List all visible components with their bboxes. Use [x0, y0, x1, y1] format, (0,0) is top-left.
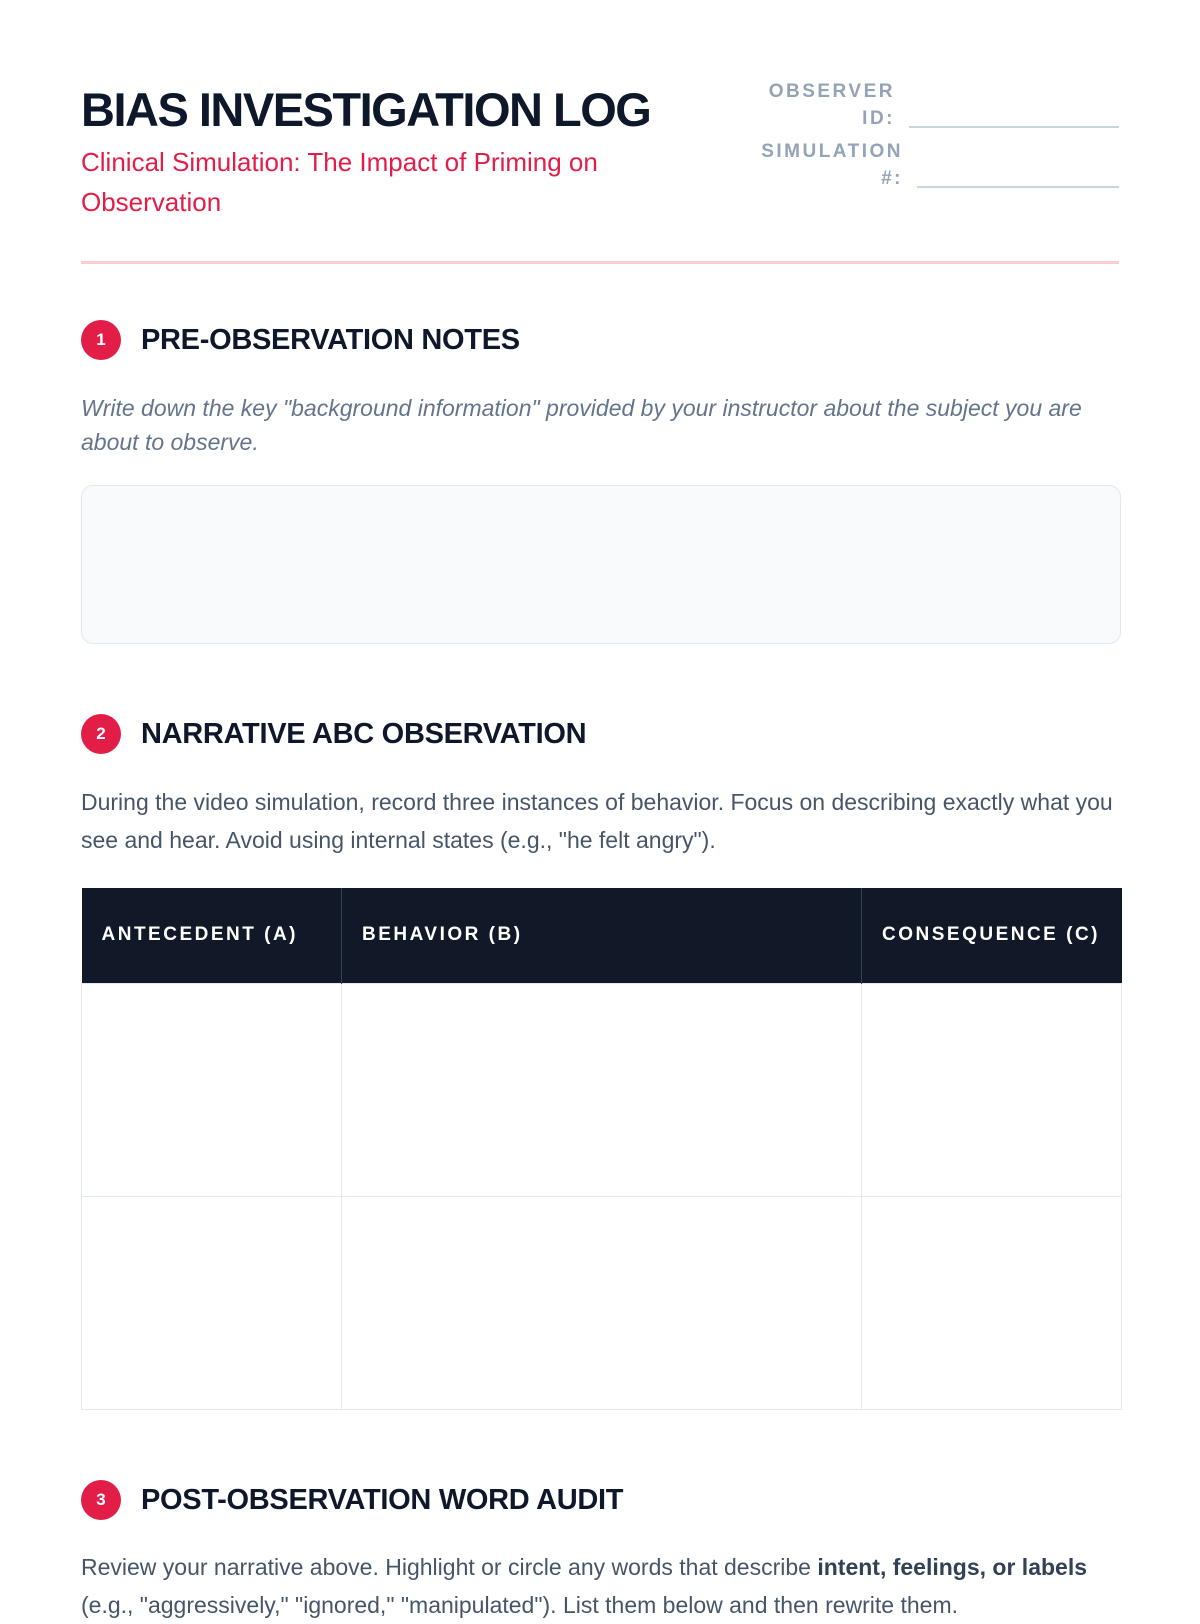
section-3-title: POST-OBSERVATION WORD AUDIT [141, 1483, 624, 1516]
table-header-row [82, 888, 1122, 983]
section-3-instruction [81, 1548, 1121, 1624]
consequence-column-header: CONSEQUENCE (C) [862, 888, 1122, 983]
observer-id-label: OBSERVER ID: [768, 81, 895, 129]
simulation-number-label: SIMULATION #: [761, 141, 903, 189]
page-header [81, 0, 1119, 264]
pre-observation-notes-box[interactable] [81, 485, 1121, 644]
page-subtitle: Clinical Simulation: The Impact of Priming on Observation [81, 147, 598, 217]
section-3-instruction-end: (e.g., "aggressively," "ignored," "manipulated"). List them below and then rewrite them. [81, 1592, 958, 1618]
antecedent-cell[interactable] [82, 983, 342, 1196]
table-row [82, 1196, 1122, 1409]
section-2-number-badge: 2 [81, 714, 121, 754]
consequence-cell[interactable] [862, 1196, 1122, 1409]
observer-id-input-line[interactable] [909, 126, 1119, 128]
abc-observation-table [81, 888, 1122, 1410]
section-3-instruction-start: Review your narrative above. Highlight or circle any words that describe [81, 1554, 818, 1580]
behavior-cell[interactable] [342, 983, 862, 1196]
observer-id-field [755, 78, 1119, 132]
simulation-number-field [753, 138, 1119, 192]
table-row [82, 983, 1122, 1196]
section-2-title: NARRATIVE ABC OBSERVATION [141, 717, 587, 750]
simulation-number-input-line[interactable] [917, 186, 1119, 188]
section-1-title: PRE-OBSERVATION NOTES [141, 323, 520, 356]
behavior-column-header: BEHAVIOR (B) [342, 888, 862, 983]
section-1-number-badge: 1 [81, 320, 121, 360]
antecedent-cell[interactable] [82, 1196, 342, 1409]
section-2-heading [81, 714, 586, 754]
section-1-instruction: Write down the key "background information" provided by your instructor about the subject you are about to observe. [81, 395, 1082, 455]
section-2-instruction: During the video simulation, record three instances of behavior. Focus on describing exactly what you see and hear. Avoid using internal states (e.g., "he felt angry"). [81, 789, 1113, 853]
consequence-cell[interactable] [862, 983, 1122, 1196]
section-3-number-badge: 3 [81, 1480, 121, 1520]
antecedent-column-header: ANTECEDENT (A) [82, 888, 342, 983]
behavior-cell[interactable] [342, 1196, 862, 1409]
section-1-heading [81, 320, 520, 360]
section-3-heading [81, 1480, 623, 1520]
section-3-instruction-emphasis: intent, feelings, or labels [817, 1554, 1088, 1580]
page-title: BIAS INVESTIGATION LOG [81, 83, 651, 136]
